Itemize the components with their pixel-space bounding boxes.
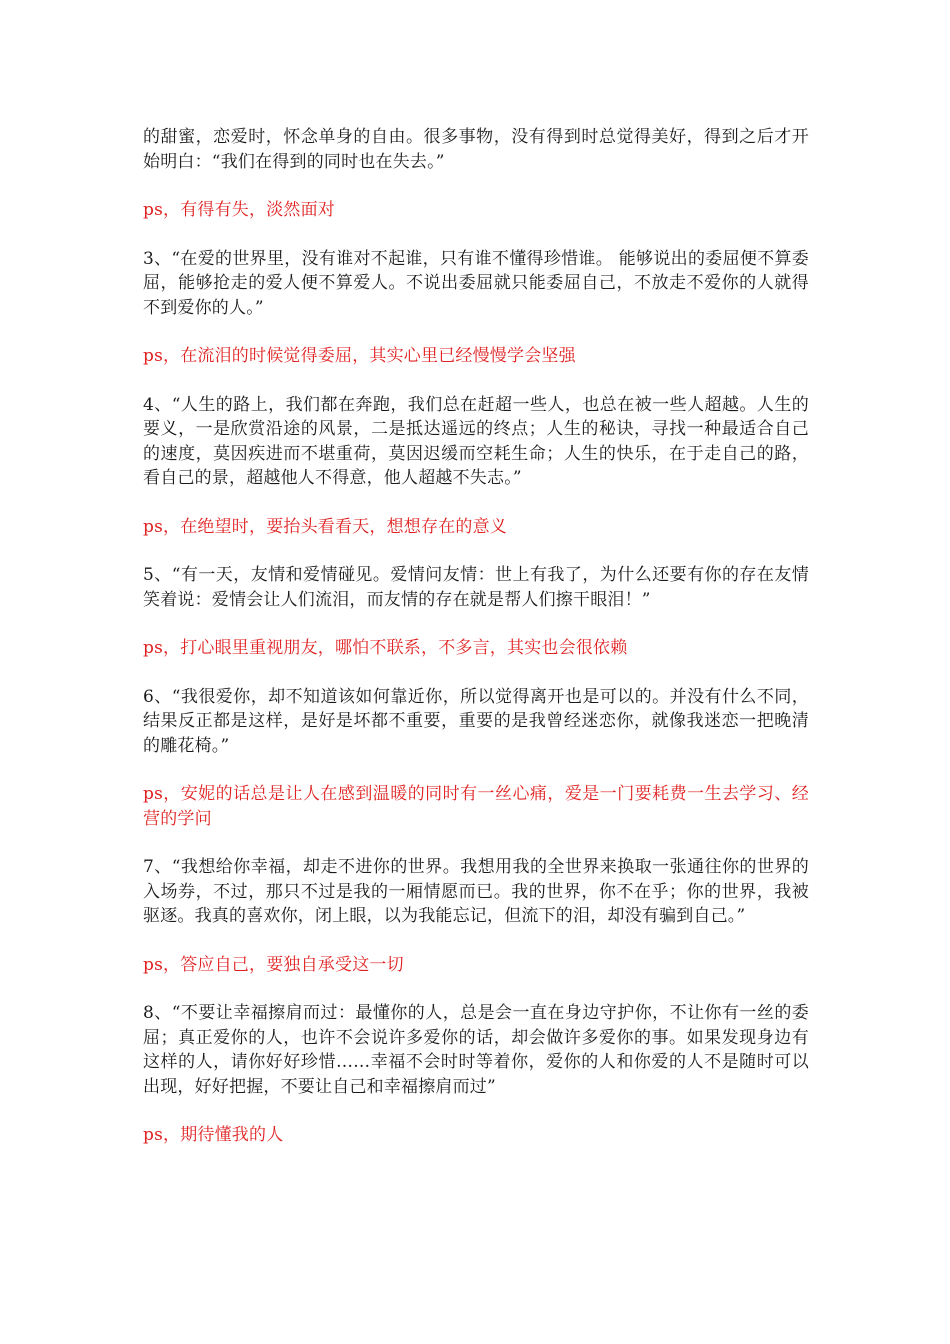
quote-paragraph: 5、“有一天，友情和爱情碰见。爱情问友情：世上有我了，为什么还要有你的存在友情笑着说：爱情会让人们流泪，而友情的存在就是帮人们擦干眼泪！” <box>143 565 809 610</box>
quote-paragraph: 的甜蜜，恋爱时，怀念单身的自由。很多事物，没有得到时总觉得美好，得到之后才开始明白：“我们在得到的同时也在失去。” <box>143 127 809 172</box>
ps-note: ps，有得有失，淡然面对 <box>143 200 336 220</box>
quote-paragraph: 8、“不要让幸福擦肩而过：最懂你的人，总是会一直在身边守护你，不让你有一丝的委屈；真正爱你的人，也许不会说许多爱你的话，却会做许多爱你的事。如果发现身边有这样的人，请你好好珍惜……幸福不会时时等着你，爱你的人和你爱的人不是随时可以出现，好好把握，不要让自己和幸福擦肩而过” <box>143 1003 809 1097</box>
ps-note: ps，答应自己，要独自承受这一切 <box>143 954 404 975</box>
quote-paragraph: 6、“我很爱你，却不知道该如何靠近你，所以觉得离开也是可以的。并没有什么不同，结果反正都是这样，是好是坏都不重要，重要的是我曾经迷恋你，就像我迷恋一把晚清的雕花椅。” <box>143 686 809 756</box>
quote-paragraph: 4、“人生的路上，我们都在奔跑，我们总在赶超一些人，也总在被一些人超越。人生的要义，一是欣赏沿途的风景，二是抵达遥远的终点；人生的秘诀，寻找一种最适合自己的速度，莫因疾进而不堪重荷，莫因迟缓而空耗生命；人生的快乐，在于走自己的路，看自己的景，超越他人不得意，他人超越不失志。” <box>143 394 809 488</box>
ps-note: ps，在绝望时，要抬头看看天，想想存在的意义 <box>143 516 508 537</box>
quote-paragraph: 3、“在爱的世界里，没有谁对不起谁，只有谁不懂得珍惜谁。 能够说出的委屈便不算委屈，能够抢走的爱人便不算爱人。不说出委屈就只能委屈自己，不放走不爱你的人就得不到爱你的人。” <box>143 248 809 318</box>
document-body <box>143 125 809 1172</box>
ps-note: ps，期待懂我的人 <box>143 1125 284 1145</box>
ps-note: ps，打心眼里重视朋友，哪怕不联系，不多言，其实也会很依赖 <box>143 638 628 658</box>
ps-note: ps，在流泪的时候觉得委屈，其实心里已经慢慢学会坚强 <box>143 346 576 366</box>
quote-paragraph: 7、“我想给你幸福，却走不进你的世界。我想用我的全世界来换取一张通往你的世界的入场券，不过，那只不过是我的一厢情愿而已。我的世界，你不在乎；你的世界，我被驱逐。我真的喜欢你，闭上眼，以为我能忘记，但流下的泪，却没有骗到自己。” <box>143 857 809 926</box>
ps-note: ps，安妮的话总是让人在感到温暖的同时有一丝心痛，爱是一门要耗费一生去学习、经营的学问 <box>143 784 809 829</box>
